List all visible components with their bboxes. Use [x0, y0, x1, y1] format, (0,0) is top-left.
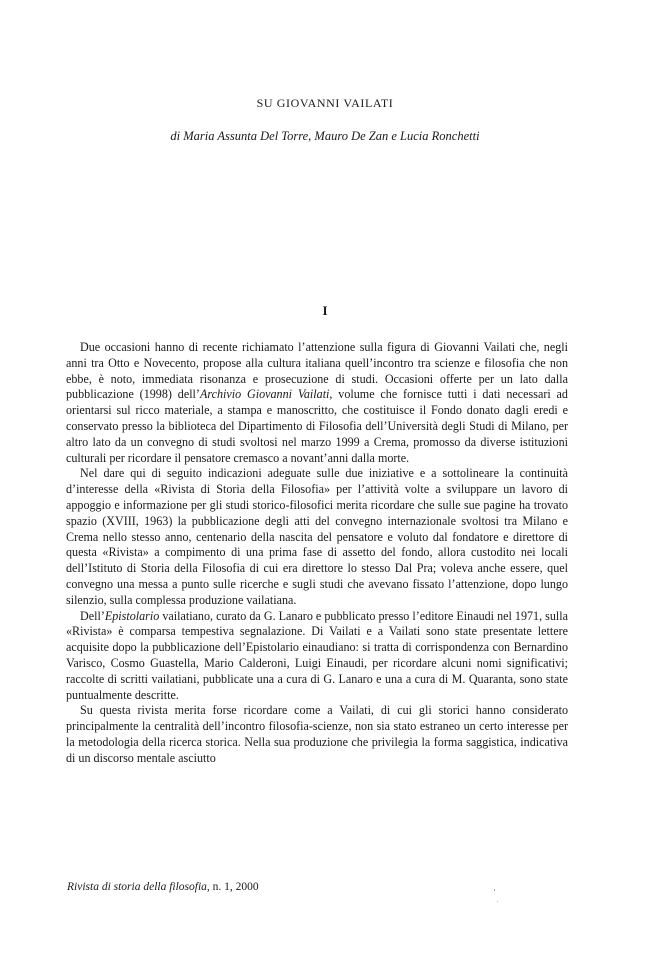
journal-name: Rivista di storia della filosofia [67, 881, 207, 893]
text-run: Su questa rivista merita forse ricordare come a Vailati, di cui gli storici hanno considerato principalmente la centralità dell’incontro filosofia-scienze, non sia stato estraneo un certo interesse per la metodologia della ricerca storica. Nella sua produzione che privilegia la forma saggistica, indicativa di un discorso mentale asciutto [66, 703, 568, 765]
text-run: Nel dare qui di seguito indicazioni adeguate sulle due iniziative e a sottolineare la continuità d’interesse della «Rivista di Storia della Filosofia» per l’attività volte a sviluppare un lavoro di appoggio e informazione per gli studi storico-filosofici merita ricordare che sulle sue pagine ha trovato spazio (XVIII, 1963) la pubblicazione degli atti del convegno internazionale svoltosi tra Milano e Crema nello stesso anno, centenario della nascita del pensatore e voluto dal fondatore e direttore di questa «Rivista» a compimento di una prima fase di assetto del fondo, allora custodito nei locali dell’Istituto di Storia della Filosofia di cui era direttore lo stesso Dal Pra; voleva anche essere, quel convegno una messa a punto sulle ricerche e sugli studi che avevano fissato l’attenzione, dopo lungo silenzio, sulla complessa produzione vailatiana. [66, 466, 568, 607]
scan-speck [494, 889, 495, 891]
section-numeral: I [322, 303, 328, 318]
paragraph [66, 340, 568, 466]
text-run: vailatiano, curato da G. Lanaro e pubblicato presso l’editore Einaudi nel 1971, sulla «Rivista» è comparsa tempestiva segnalazione. Di Vailati e a Vailati sono state presentate lettere acquisite dopo la pubblicazione dell’Epistolario einaudiano: si tratta di corrispondenza con Bernardino Varisco, Cosmo Guastella, Mario Calderoni, Luigi Einaudi, per ricordare alcuni nomi significativi; raccolte di scritti vailatiani, pubblicate una a cura di G. Lanaro e una a cura di M. Quaranta, sono state puntualmente descritte. [66, 608, 568, 702]
article-authors: di Maria Assunta Del Torre, Mauro De Zan e Lucia Ronchetti [170, 129, 480, 143]
paragraph [66, 703, 568, 766]
paragraph [66, 466, 568, 608]
scan-speck [497, 901, 498, 902]
text-run: Due occasioni hanno di recente richiamato l’attenzione sulla figura di Giovanni Vailati che, negli anni tra Otto e Novecento, propose alla cultura italiana quell’incontro tra scienze e filosofia che non ebbe, è noto, immediata risonanza e prosecuzione di studi. Occasioni offerte per un lato dalla pubblicazione (1998) dell’ [66, 340, 568, 402]
paragraph [66, 609, 568, 704]
text-run: , volume che fornisce tutti i dati necessari ad orientarsi sul ricco materiale, a stampa e manoscritto, che costituisce il Fondo donato dagli eredi e conservato presso la biblioteca del Dipartimento di Filosofia dell’Università degli Studi di Milano, per altro lato da un convegno di studi svoltosi nel marzo 1999 a Crema, promosso da diverse istituzioni culturali per ricordare il pensatore cremasco a novant’anni dalla morte. [66, 387, 568, 465]
italic-title: Epistolario [104, 608, 160, 623]
journal-footer [67, 881, 259, 893]
journal-issue: , n. 1, 2000 [206, 881, 259, 893]
article-body [66, 340, 568, 767]
italic-title: Archivio Giovanni Vailati [199, 387, 330, 402]
article-title: SU GIOVANNI VAILATI [256, 96, 394, 110]
text-run: Dell’ [80, 608, 105, 623]
